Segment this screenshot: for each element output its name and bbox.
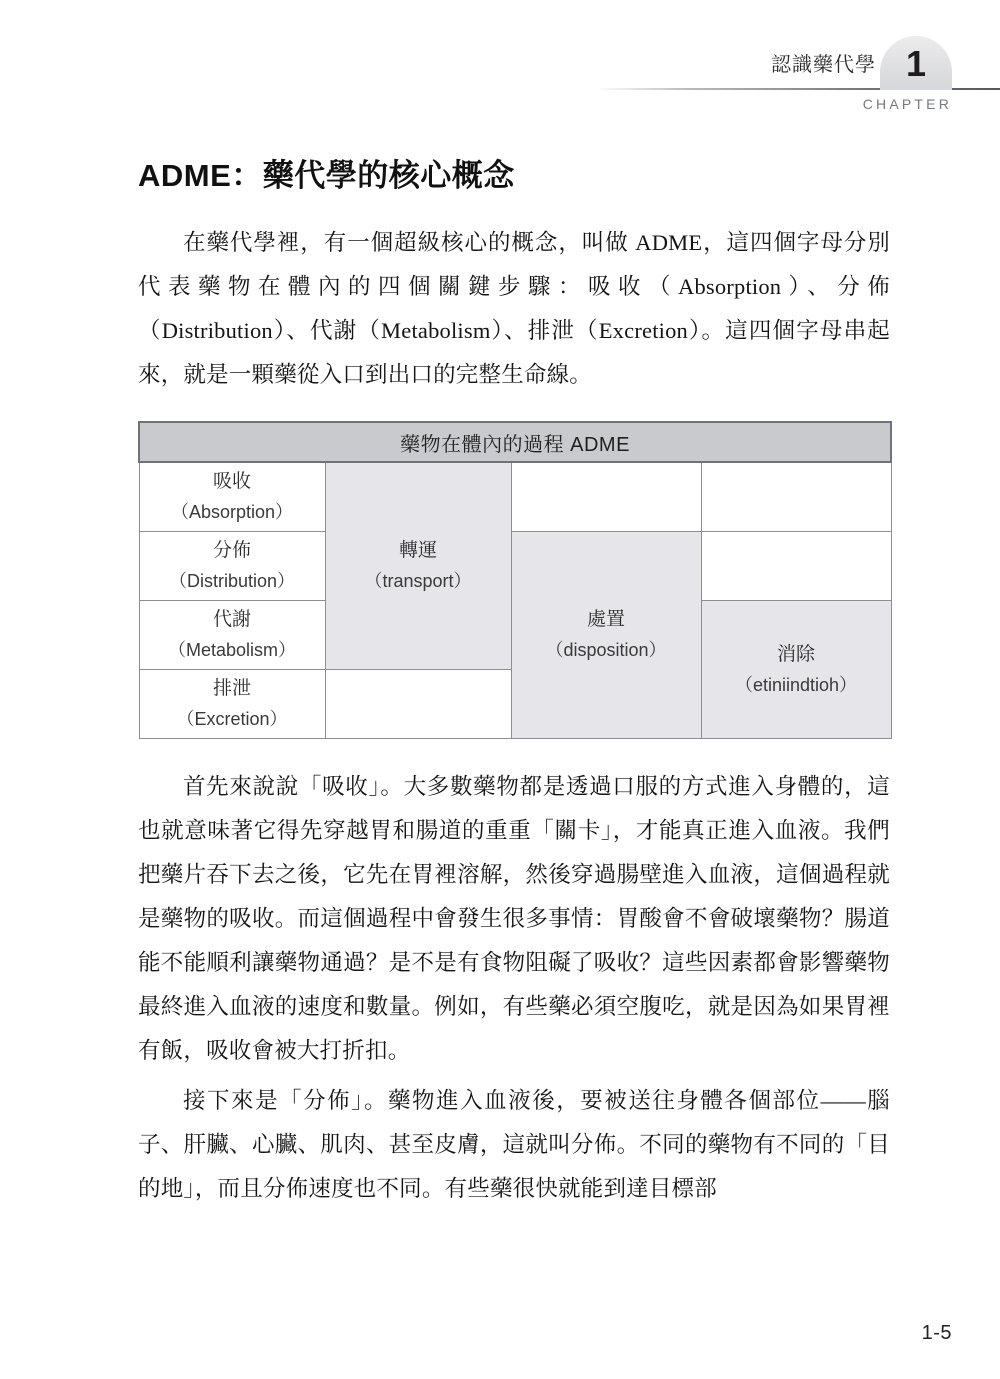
adme-step-distribution bbox=[139, 532, 325, 601]
chapter-number: 1 bbox=[905, 43, 927, 84]
table-row bbox=[139, 532, 891, 601]
chapter-label: CHAPTER bbox=[862, 96, 952, 112]
table-header-row bbox=[139, 422, 891, 462]
group-label-en: （etiniindtioh） bbox=[734, 674, 858, 695]
adme-step-absorption bbox=[139, 462, 325, 532]
step-label-cn: 分佈 bbox=[212, 540, 251, 561]
paragraph-intro: 在藥代學裡，有一個超級核心的概念，叫做 ADME，這四個字母分別代表藥物在體內的四個關鍵步驟：吸收（Absorption）、分佈（Distribution）、代謝（Metabolism）、排泄（Excretion）。這四個字母串起來，就是一顆藥從入口到出口的完整生命線。 bbox=[138, 230, 890, 387]
running-title: 認識藥代學 bbox=[771, 54, 876, 76]
step-label-en: （Excretion） bbox=[176, 709, 288, 729]
group-label-cn: 轉運 bbox=[398, 540, 437, 561]
page-header bbox=[0, 0, 1000, 130]
paragraph-distribution: 接下來是「分佈」。藥物進入血液後，要被送往身體各個部位——腦子、肝臟、心臟、肌肉、甚至皮膚，這就叫分佈。不同的藥物有不同的「目的地」，而且分佈速度也不同。有些藥很快就能到達目標部 bbox=[138, 1088, 890, 1201]
step-label-cn: 排泄 bbox=[212, 678, 251, 699]
table-row bbox=[139, 462, 891, 532]
empty-cell-col2-row4 bbox=[325, 670, 511, 739]
step-label-en: （Metabolism） bbox=[167, 640, 297, 660]
paragraph-absorption: 首先來說說「吸收」。大多數藥物都是透過口服的方式進入身體的，這也就意味著它得先穿越胃和腸道的重重「關卡」，才能真正進入血液。我們把藥片吞下去之後，它先在胃裡溶解，然後穿過腸壁進入血液，這個過程就是藥物的吸收。而這個過程中會發生很多事情：胃酸會不會破壞藥物？腸道能不能順利讓藥物通過？是不是有食物阻礙了吸收？這些因素都會影響藥物最終進入血液的速度和數量。例如，有些藥必須空腹吃，就是因為如果胃裡有飯，吸收會被大打折扣。 bbox=[138, 774, 890, 1063]
chapter-badge bbox=[880, 36, 952, 90]
adme-table-container bbox=[138, 421, 890, 739]
group-label-cn: 消除 bbox=[777, 643, 816, 665]
page-number: 1-5 bbox=[921, 1322, 952, 1344]
step-label-en: （Distribution） bbox=[168, 571, 296, 591]
empty-cell-col4-row2 bbox=[701, 532, 891, 601]
adme-step-metabolism bbox=[139, 601, 325, 670]
group-disposition bbox=[511, 532, 701, 739]
page-content bbox=[138, 150, 890, 1211]
adme-step-excretion bbox=[139, 670, 325, 739]
group-elimination bbox=[701, 601, 891, 739]
step-label-en: （Absorption） bbox=[170, 502, 294, 522]
group-label-en: （transport） bbox=[364, 571, 472, 591]
page-title: ADME：藥代學的核心概念 bbox=[138, 158, 515, 193]
adme-table-caption: 藥物在體內的過程 ADME bbox=[139, 422, 891, 462]
empty-cell-col3-row1 bbox=[511, 462, 701, 532]
adme-process-table bbox=[138, 421, 892, 739]
group-label-cn: 處置 bbox=[586, 609, 625, 630]
step-label-cn: 吸收 bbox=[212, 471, 251, 492]
group-transport bbox=[325, 462, 511, 670]
step-label-cn: 代謝 bbox=[212, 609, 251, 630]
empty-cell-col4-row1 bbox=[701, 462, 891, 532]
group-label-en: （disposition） bbox=[545, 640, 667, 660]
